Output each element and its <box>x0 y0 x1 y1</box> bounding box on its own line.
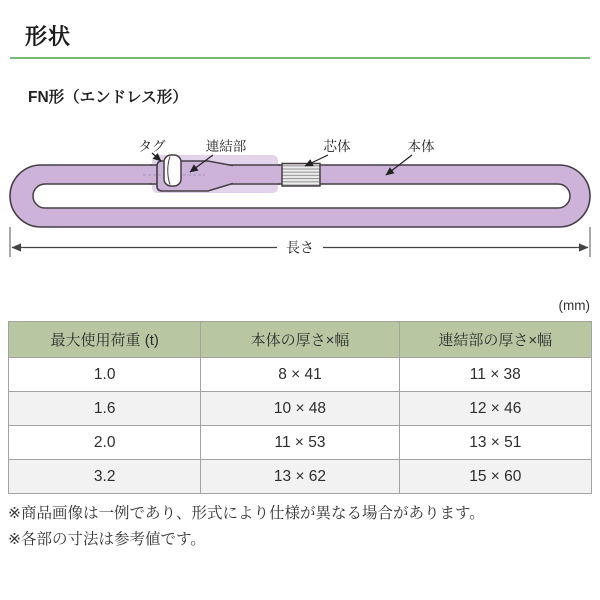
sling-inner-hole <box>33 184 570 208</box>
footnotes <box>8 501 485 553</box>
table-row <box>9 392 592 426</box>
col-header-body-size: 本体の厚さ×幅 <box>201 322 399 358</box>
cell-body-size: 8 × 41 <box>201 358 399 392</box>
cell-connector-size: 13 × 51 <box>399 426 591 460</box>
cell-connector-size: 12 × 46 <box>399 392 591 426</box>
unit-note: (mm) <box>558 298 590 313</box>
label-tag: タグ <box>138 139 166 154</box>
cell-load: 1.0 <box>9 358 201 392</box>
footnote-line: ※各部の寸法は参考値です。 <box>8 531 206 548</box>
label-body: 本体 <box>407 139 435 154</box>
cell-body-size: 10 × 48 <box>201 392 399 426</box>
label-length: 長さ <box>286 239 314 256</box>
cell-connector-size: 11 × 38 <box>399 358 591 392</box>
cell-connector-size: 15 × 60 <box>399 460 591 494</box>
core-section <box>282 164 320 187</box>
title-underline <box>10 57 590 59</box>
cell-body-size: 13 × 62 <box>201 460 399 494</box>
cell-load: 2.0 <box>9 426 201 460</box>
label-core: 芯体 <box>323 139 351 154</box>
tag-shape <box>164 155 181 186</box>
col-header-max-load: 最大使用荷重 (t) <box>9 322 201 358</box>
cell-load: 3.2 <box>9 460 201 494</box>
label-connector: 連結部 <box>205 139 247 154</box>
table-row <box>9 460 592 494</box>
spec-table-header-row <box>9 322 592 358</box>
col-header-connector-size: 連結部の厚さ×幅 <box>399 322 591 358</box>
cell-body-size: 11 × 53 <box>201 426 399 460</box>
product-type-subtitle: FN形（エンドレス形） <box>28 89 188 106</box>
page-title: 形状 <box>25 24 72 49</box>
sling-diagram <box>0 120 600 300</box>
spec-table <box>8 321 592 494</box>
cell-load: 1.6 <box>9 392 201 426</box>
footnote-line: ※商品画像は一例であり、形式により仕様が異なる場合があります。 <box>8 505 485 522</box>
table-row <box>9 426 592 460</box>
table-row <box>9 358 592 392</box>
